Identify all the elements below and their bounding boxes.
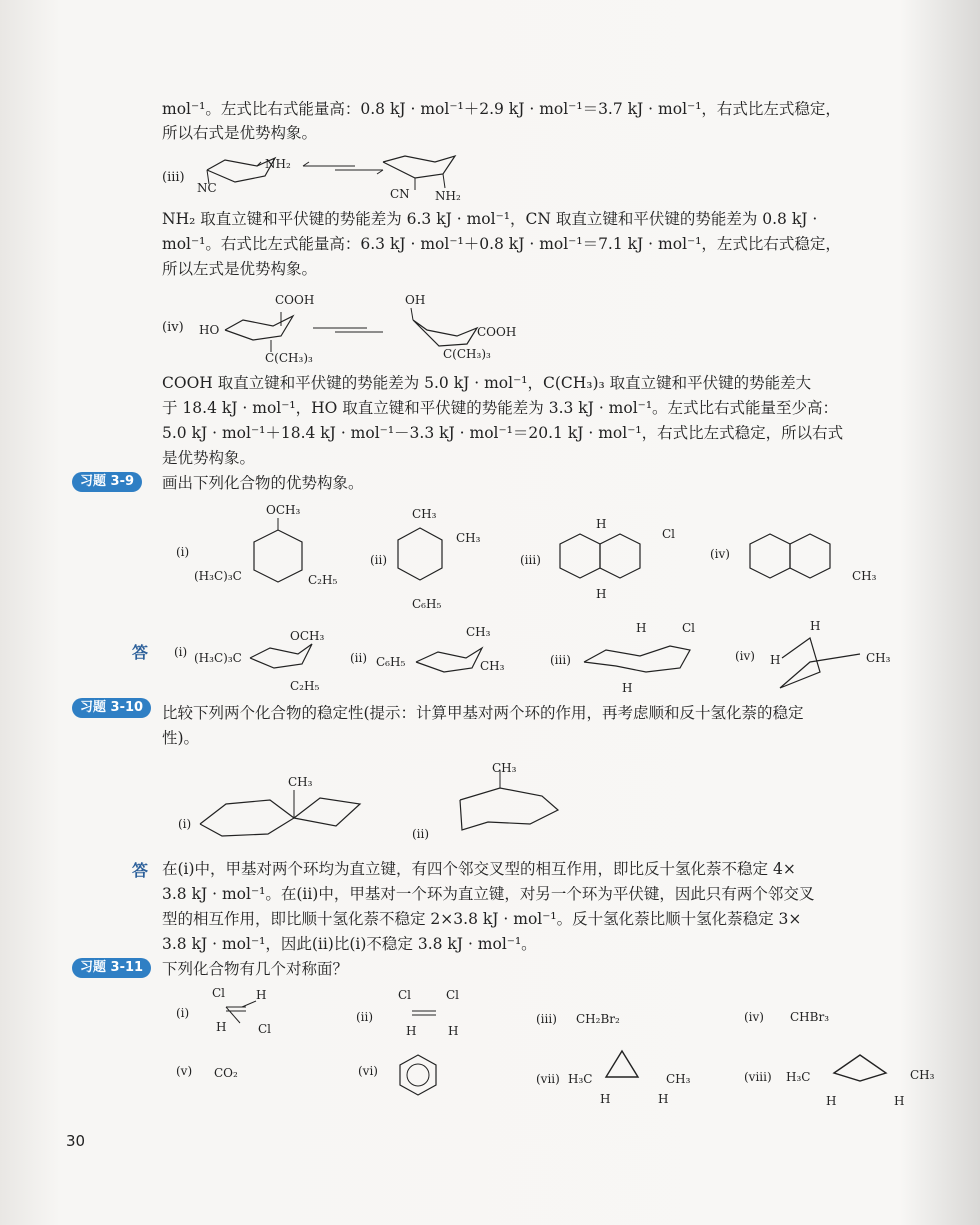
cyclohexane-iii-structures (195, 148, 485, 208)
answer-line: 是优势构象。 (162, 449, 256, 467)
exercise-question: 比较下列两个化合物的稳定性(提示：计算甲基对两个环的作用，再考虑顺和反十氢化萘的稳定 (162, 704, 804, 722)
svg-text:H: H (216, 1020, 227, 1034)
svg-text:(v): (v) (176, 1064, 193, 1078)
svg-text:Cl: Cl (682, 621, 696, 635)
svg-text:C₂H₅: C₂H₅ (308, 573, 338, 587)
exercise-3-10-structures (170, 760, 610, 845)
svg-text:CH₃: CH₃ (866, 651, 891, 665)
answer-line: mol⁻¹。右式比左式能量高：6.3 kJ · mol⁻¹＋0.8 kJ · mol⁻¹＝7.1 kJ · mol⁻¹，左式比右式稳定， (162, 235, 841, 253)
svg-text:H: H (622, 681, 633, 695)
svg-text:CO₂: CO₂ (214, 1066, 238, 1080)
answer-mark: 答 (132, 643, 149, 662)
svg-text:CH₃: CH₃ (666, 1072, 691, 1086)
svg-text:(iv): (iv) (744, 1010, 764, 1024)
svg-text:C₆H₅: C₆H₅ (412, 597, 442, 611)
svg-text:CH₃: CH₃ (480, 659, 505, 673)
svg-text:CH₃: CH₃ (852, 569, 877, 583)
exercise-question: 下列化合物有几个对称面？ (162, 960, 349, 978)
svg-text:CH₃: CH₃ (466, 625, 491, 639)
cyclohexane-iv-structures (195, 292, 535, 367)
svg-text:H: H (448, 1024, 459, 1038)
svg-text:H: H (406, 1024, 417, 1038)
exercise-question: 画出下列化合物的优势构象。 (162, 474, 364, 492)
svg-text:CH₃: CH₃ (412, 507, 437, 521)
svg-text:Cl: Cl (212, 986, 226, 1000)
exercise-badge: 习题 3-10 (72, 698, 151, 718)
item-label: (iv) (162, 320, 184, 335)
svg-text:C₆H₅: C₆H₅ (376, 655, 406, 669)
svg-text:(i): (i) (176, 545, 190, 559)
answer-line: 3.8 kJ · mol⁻¹，因此(ii)比(i)不稳定 3.8 kJ · mol⁻¹。 (162, 935, 537, 953)
svg-text:NH₂: NH₂ (435, 189, 461, 203)
page-number: 30 (66, 1132, 86, 1150)
svg-text:H: H (600, 1092, 611, 1106)
svg-text:(i): (i) (178, 817, 192, 831)
svg-text:H: H (596, 517, 607, 531)
svg-text:HO: HO (199, 323, 220, 337)
svg-text:(H₃C)₃C: (H₃C)₃C (194, 651, 242, 665)
svg-text:CH₃: CH₃ (456, 531, 481, 545)
svg-text:OCH₃: OCH₃ (290, 629, 325, 643)
exercise-question: 性)。 (162, 729, 200, 747)
svg-text:(vii): (vii) (536, 1072, 560, 1086)
svg-text:NC: NC (197, 181, 217, 195)
svg-text:CHBr₃: CHBr₃ (790, 1010, 830, 1024)
exercise-badge: 习题 3-9 (72, 472, 142, 492)
svg-text:H₃C: H₃C (786, 1070, 811, 1084)
svg-text:(iii): (iii) (550, 653, 571, 667)
svg-text:C(CH₃)₃: C(CH₃)₃ (443, 347, 491, 361)
svg-text:(iii): (iii) (520, 553, 541, 567)
svg-text:(ii): (ii) (350, 651, 368, 665)
answer-line: NH₂ 取直立键和平伏键的势能差为 6.3 kJ · mol⁻¹，CN 取直立键和平伏键的势能差为 0.8 kJ · (162, 210, 818, 228)
svg-text:(iii): (iii) (536, 1012, 557, 1026)
svg-text:COOH: COOH (477, 325, 517, 339)
svg-text:(ii): (ii) (370, 553, 388, 567)
svg-text:H: H (770, 653, 781, 667)
svg-text:Cl: Cl (258, 1022, 272, 1036)
svg-text:(i): (i) (176, 1006, 190, 1020)
answer-line: 所以右式是优势构象。 (162, 124, 318, 142)
svg-text:C(CH₃)₃: C(CH₃)₃ (265, 351, 313, 365)
answer-line: mol⁻¹。左式比右式能量高：0.8 kJ · mol⁻¹＋2.9 kJ · mol⁻¹＝3.7 kJ · mol⁻¹，右式比左式稳定， (162, 100, 841, 118)
svg-text:H: H (894, 1094, 905, 1108)
svg-text:CN: CN (390, 187, 410, 201)
svg-text:H₃C: H₃C (568, 1072, 593, 1086)
svg-text:CH₂Br₂: CH₂Br₂ (576, 1012, 620, 1026)
svg-text:Cl: Cl (446, 988, 460, 1002)
svg-text:CH₃: CH₃ (492, 761, 517, 775)
svg-text:H: H (256, 988, 267, 1002)
svg-text:CH₃: CH₃ (910, 1068, 935, 1082)
answer-line: 在(i)中，甲基对两个环均为直立键，有四个邻交叉型的相互作用，即比反十氢化萘不稳定 4× (162, 860, 796, 878)
svg-text:(iv): (iv) (710, 547, 730, 561)
svg-text:H: H (658, 1092, 669, 1106)
answer-line: 型的相互作用，即比顺十氢化萘不稳定 2×3.8 kJ · mol⁻¹。反十氢化萘比顺十氢化萘稳定 3× (162, 910, 802, 928)
svg-text:H: H (636, 621, 647, 635)
svg-text:Cl: Cl (662, 527, 676, 541)
exercise-3-9-structures (170, 500, 890, 615)
answer-line: 5.0 kJ · mol⁻¹＋18.4 kJ · mol⁻¹－3.3 kJ · mol⁻¹＝20.1 kJ · mol⁻¹，右式比左式稳定，所以右式 (162, 424, 844, 442)
svg-text:OH: OH (405, 293, 426, 307)
svg-text:CH₃: CH₃ (288, 775, 313, 789)
svg-text:(ii): (ii) (356, 1010, 374, 1024)
item-label: (iii) (162, 170, 185, 185)
svg-text:H: H (810, 619, 821, 633)
svg-text:H: H (596, 587, 607, 601)
svg-text:C₂H₅: C₂H₅ (290, 679, 320, 693)
svg-text:(viii): (viii) (744, 1070, 772, 1084)
exercise-badge: 习题 3-11 (72, 958, 151, 978)
answer-line: 3.8 kJ · mol⁻¹。在(ii)中，甲基对一个环为直立键，对另一个环为平伏键，因此只有两个邻交叉 (162, 885, 815, 903)
svg-text:Cl: Cl (398, 988, 412, 1002)
svg-text:H: H (826, 1094, 837, 1108)
svg-text:(i): (i) (174, 645, 188, 659)
answer-mark: 答 (132, 861, 149, 880)
svg-text:NH₂: NH₂ (265, 157, 291, 171)
svg-text:(iv): (iv) (735, 649, 755, 663)
svg-text:(ii): (ii) (412, 827, 430, 841)
svg-text:(H₃C)₃C: (H₃C)₃C (194, 569, 242, 583)
answer-line: 所以左式是优势构象。 (162, 260, 318, 278)
exercise-3-11-structures (170, 985, 935, 1115)
exercise-3-9-answers (170, 619, 910, 697)
svg-text:(vi): (vi) (358, 1064, 378, 1078)
svg-text:COOH: COOH (275, 293, 315, 307)
answer-line: COOH 取直立键和平伏键的势能差为 5.0 kJ · mol⁻¹，C(CH₃)₃ 取直立键和平伏键的势能差大 (162, 374, 812, 392)
svg-text:OCH₃: OCH₃ (266, 503, 301, 517)
answer-line: 于 18.4 kJ · mol⁻¹，HO 取直立键和平伏键的势能差为 3.3 kJ · mol⁻¹。左式比右式能量至少高： (162, 399, 839, 417)
